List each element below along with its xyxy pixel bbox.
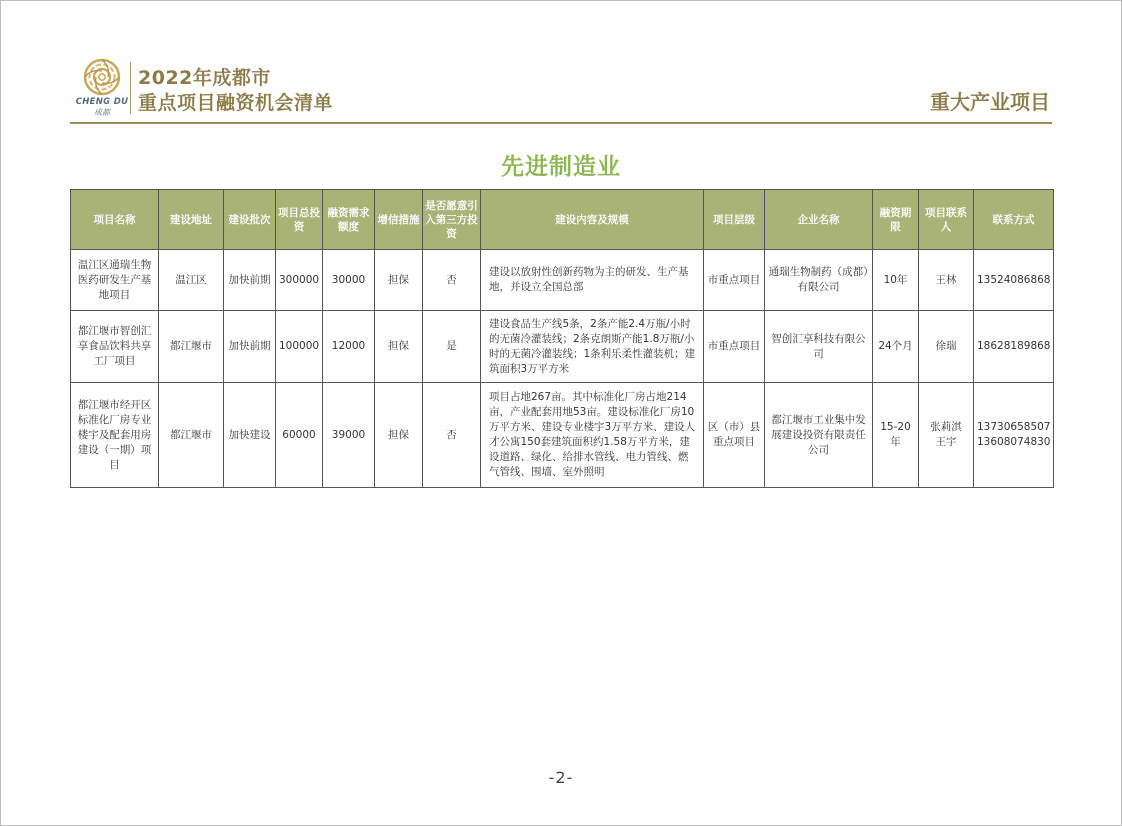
- table-row: [71, 311, 1054, 383]
- cell-phone: 13524086868: [974, 250, 1054, 311]
- col-header-project-name: 项目名称: [71, 190, 159, 250]
- cell-level: 区（市）县重点项目: [704, 383, 765, 488]
- cell-company: 智创汇享科技有限公司: [765, 311, 873, 383]
- col-header-level: 项目层级: [704, 190, 765, 250]
- cell-financing-amount: 30000: [323, 250, 375, 311]
- cell-batch: 加快前期: [224, 250, 276, 311]
- chengdu-logo: [74, 58, 130, 120]
- col-header-total-investment: 项目总投资: [276, 190, 323, 250]
- cell-content: 项目占地267亩。其中标准化厂房占地214亩，产业配套用地53亩。建设标准化厂房10万平方米、建设专业楼宇3万平方米、建设人才公寓150套建筑面积约1.58万平方米，建设道路、绿化、给排水管线、电力管线、燃气管线、围墙、室外照明: [481, 383, 704, 488]
- col-header-financing-amount: 融资需求额度: [323, 190, 375, 250]
- header-divider: [130, 62, 131, 114]
- cell-batch: 加快前期: [224, 311, 276, 383]
- cell-company: 通瑞生物制药（成都）有限公司: [765, 250, 873, 311]
- col-header-address: 建设地址: [159, 190, 224, 250]
- logo-text-cn: 成都: [94, 108, 110, 117]
- cell-term: 10年: [873, 250, 919, 311]
- doc-title-line2: 重点项目融资机会清单: [138, 92, 334, 114]
- category-title: 重大产业项目: [930, 90, 1050, 114]
- cell-third-party: 是: [423, 311, 481, 383]
- table-row: [71, 383, 1054, 488]
- cell-term: 15-20年: [873, 383, 919, 488]
- cell-level: 市重点项目: [704, 311, 765, 383]
- cell-phone: 13730658507 13608074830: [974, 383, 1054, 488]
- cell-address: 温江区: [159, 250, 224, 311]
- cell-financing-amount: 12000: [323, 311, 375, 383]
- sunbird-logo-icon: [83, 58, 121, 96]
- col-header-contact: 项目联系人: [919, 190, 974, 250]
- cell-third-party: 否: [423, 383, 481, 488]
- col-header-content: 建设内容及规模: [481, 190, 704, 250]
- cell-content: 建设食品生产线5条，2条产能2.4万瓶/小时的无菌冷灌装线；2条克朗斯产能1.8万瓶/小时的无菌冷灌装线；1条利乐柔性灌装机；建筑面积3万平方米: [481, 311, 704, 383]
- col-header-phone: 联系方式: [974, 190, 1054, 250]
- cell-address: 都江堰市: [159, 311, 224, 383]
- col-header-company: 企业名称: [765, 190, 873, 250]
- col-header-term: 融资期限: [873, 190, 919, 250]
- cell-batch: 加快建设: [224, 383, 276, 488]
- section-title: 先进制造业: [501, 154, 621, 180]
- cell-company: 都江堰市工业集中发展建设投资有限责任公司: [765, 383, 873, 488]
- cell-project-name: 都江堰市智创汇享食品饮料共享工厂项目: [71, 311, 159, 383]
- doc-title-line1: 2022年成都市: [138, 67, 271, 89]
- cell-content: 建设以放射性创新药物为主的研发、生产基地，并设立全国总部: [481, 250, 704, 311]
- cell-total-investment: 60000: [276, 383, 323, 488]
- cell-level: 市重点项目: [704, 250, 765, 311]
- cell-total-investment: 300000: [276, 250, 323, 311]
- cell-project-name: 温江区通瑞生物医药研发生产基地项目: [71, 250, 159, 311]
- cell-financing-amount: 39000: [323, 383, 375, 488]
- col-header-batch: 建设批次: [224, 190, 276, 250]
- cell-contact: 王林: [919, 250, 974, 311]
- cell-project-name: 都江堰市经开区标准化厂房专业楼宇及配套用房建设（一期）项目: [71, 383, 159, 488]
- col-header-credit-measure: 增信措施: [375, 190, 423, 250]
- cell-contact: 徐瑞: [919, 311, 974, 383]
- table-header-row: [71, 190, 1054, 250]
- header-rule: [70, 122, 1052, 124]
- cell-term: 24个月: [873, 311, 919, 383]
- table-row: [71, 250, 1054, 311]
- logo-text-en: CHENG DU: [75, 97, 129, 107]
- cell-total-investment: 100000: [276, 311, 323, 383]
- cell-credit-measure: 担保: [375, 250, 423, 311]
- cell-credit-measure: 担保: [375, 311, 423, 383]
- cell-address: 都江堰市: [159, 383, 224, 488]
- cell-third-party: 否: [423, 250, 481, 311]
- cell-phone: 18628189868: [974, 311, 1054, 383]
- cell-credit-measure: 担保: [375, 383, 423, 488]
- page-number: -2-: [548, 768, 574, 787]
- projects-table: [70, 189, 1054, 488]
- cell-contact: 张莉淇 王宇: [919, 383, 974, 488]
- col-header-third-party: 是否愿意引入第三方投资: [423, 190, 481, 250]
